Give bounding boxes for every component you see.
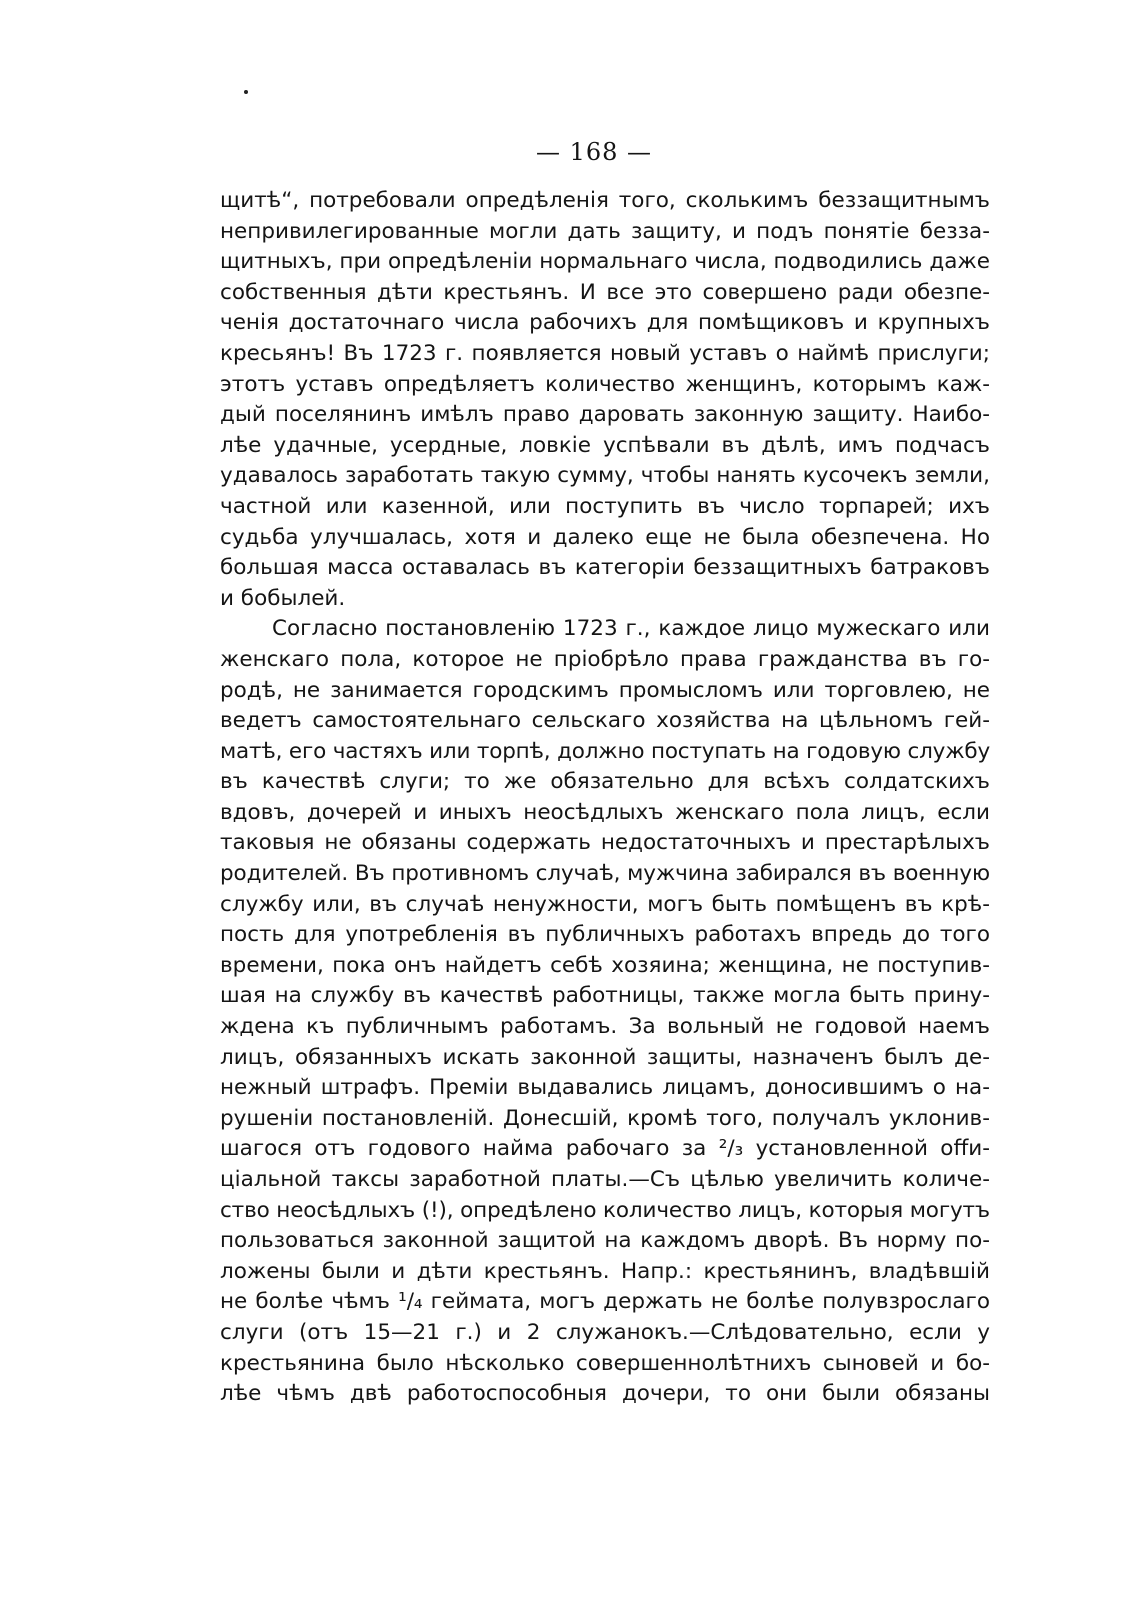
text-line: лѣе удачные, усердные, ловкіе успѣвали въ дѣлѣ, имъ подчасъ [220,432,990,458]
text-line: пользоваться законной защитой на каждомъ дворѣ. Въ норму по- [220,1228,990,1254]
text-line: ждена къ публичнымъ работамъ. За вольный не годовой наемъ [220,1014,990,1040]
text-line: Согласно постановленію 1723 г., каждое лицо мужескаго или [272,616,990,642]
text-line: крестьянина было нѣсколько совершеннолѣтнихъ сыновей и бо- [220,1350,990,1376]
text-line: этотъ уставъ опредѣляетъ количество женщинъ, которымъ каж- [220,371,990,397]
text-line: шая на службу въ качествѣ работницы, также могла быть прину- [220,983,990,1009]
text-line: въ качествѣ слуги; то же обязательно для всѣхъ солдатскихъ [220,769,990,795]
text-line: частной или казенной, или поступить въ число торпарей; ихъ [220,493,990,519]
paragraph-2 [220,614,990,1409]
text-line: таковыя не обязаны содержать недостаточныхъ и престарѣлыхъ [220,830,990,856]
scan-speck [244,90,248,94]
text-line: нежный штрафъ. Преміи выдавались лицамъ, доносившимъ о на- [220,1075,990,1101]
text-line: вдовъ, дочерей и иныхъ неосѣдлыхъ женскаго пола лицъ, если [220,799,990,825]
text-line: большая масса оставалась въ категоріи беззащитныхъ батраковъ [220,555,990,581]
text-line: лѣе чѣмъ двѣ работоспособныя дочери, то они были обязаны [220,1381,990,1407]
text-line: и бобылей. [220,585,346,611]
page-number: — 168 — [535,138,653,166]
text-line: шагося отъ годового найма рабочаго за ²/₃ установленной offи- [220,1136,990,1162]
text-line: пость для употребленія въ публичныхъ работахъ впредь до того [220,922,990,948]
text-line: ложены были и дѣти крестьянъ. Напр.: крестьянинъ, владѣвшій [220,1258,990,1284]
text-line: матѣ, его частяхъ или торпѣ, должно поступать на годовую службу [220,738,990,764]
text-line: дый поселянинъ имѣлъ право даровать законную защиту. Наибо- [220,402,990,428]
text-line: слуги (отъ 15—21 г.) и 2 служанокъ.—Слѣдовательно, если у [220,1319,990,1345]
text-line: кресьянъ! Въ 1723 г. появляется новый уставъ о наймѣ прислуги; [220,340,990,366]
text-line: не болѣе чѣмъ ¹/₄ геймата, могъ держать не болѣе полувзрослаго [220,1289,990,1315]
text-line: ство неосѣдлыхъ (!), опредѣлено количество лицъ, которыя могутъ [220,1197,990,1223]
text-line: судьба улучшалась, хотя и далеко еще не была обезпечена. Но [220,524,990,550]
text-line: ціальной таксы заработной платы.—Съ цѣлью увеличить количе- [220,1167,990,1192]
text-line: женскаго пола, которое не пріобрѣло права гражданства въ го- [220,646,990,672]
text-line: службу или, въ случаѣ ненужности, могъ быть помѣщенъ въ крѣ- [220,891,990,917]
text-line: удавалось заработать такую сумму, чтобы нанять кусочекъ земли, [220,463,990,489]
paragraph-1 [220,186,990,614]
text-line: собственныя дѣти крестьянъ. И все это совершено ради обезпе- [220,279,990,305]
text-line: ченія достаточнаго числа рабочихъ для помѣщиковъ и крупныхъ [220,310,990,336]
text-line: лицъ, обязанныхъ искать законной защиты, назначенъ былъ де- [220,1044,990,1070]
text-line: родителей. Въ противномъ случаѣ, мужчина забирался въ военную [220,861,990,887]
text-line: времени, пока онъ найдетъ себѣ хозяина; женщина, не поступив- [220,952,990,978]
text-line: щитѣ“, потребовали опредѣленія того, сколькимъ беззащитнымъ [220,188,990,213]
text-line: щитныхъ, при опредѣленіи нормальнаго числа, подводились даже [220,249,990,275]
text-line: непривилегированные могли дать защиту, и подъ понятіе безза- [220,218,990,244]
body-text [220,186,990,1410]
text-line: ведетъ самостоятельнаго сельскаго хозяйства на цѣльномъ гей- [220,708,990,734]
text-line: родѣ, не занимается городскимъ промысломъ или торговлею, не [220,677,990,703]
text-line: рушеніи постановленій. Донесшій, кромѣ того, получалъ уклонив- [220,1105,990,1131]
